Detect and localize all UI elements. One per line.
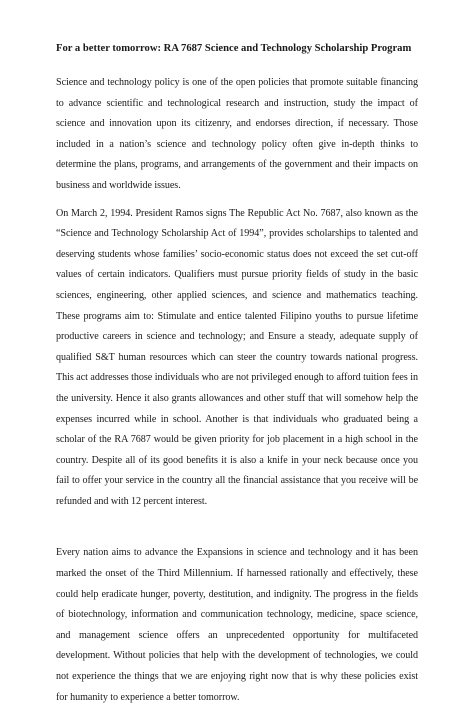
document-title: For a better tomorrow: RA 7687 Science and Technology Scholarship Program [56, 43, 412, 54]
paragraph-better-tomorrow: Every nation aims to advance the Expansions in science and technology and it has been marked the onset of the Third Millennium. If harnessed rationally and effectively, these could help eradicate hunger, poverty, destitution, and indignity. The progress in the fields of biotechnology, information and communication technology, medicine, space science, and management science offers an unprecedented opportunity for multifaceted development. Without policies that help with the development of technologies, we could not experience the things that we are enjoying right now that is why these policies exist for humanity to experience a better tomorrow. [56, 547, 418, 703]
paragraph-ra-7687: On March 2, 1994. President Ramos signs The Republic Act No. 7687, also known as the “Science and Technology Scholarship Act of 1994”, provides scholarships to talented and deserving students whose families’ socio-economic status does not exceed the set cut-off values of certain indicators. Qualifiers must pursue priority fields of study in the basic sciences, engineering, other applied sciences, and science and mathematics teaching. These programs aim to: Stimulate and entice talented Filipino youths to pursue lifetime productive careers in science and technology; and Ensure a steady, adequate supply of qualified S&T human resources which can steer the country towards national progress. This act addresses those individuals who are not privileged enough to afford tuition fees in the university. Hence it also grants allowances and other stuff that will somehow help the expenses incurred while in school. Another is that individuals who graduated being a scholar of the RA 7687 would be given priority for job placement in a high school in the country. Despite all of its good benefits it is also a knife in your neck because once you fail to offer your service in the country all the financial assistance that you receive will be refunded and with 12 percent interest. [56, 207, 418, 507]
paragraph-science-policy: Science and technology policy is one of the open policies that promote suitable financing to advance scientific and technological research and instruction, study the impact of science and innovation upon its citizenry, and endorses direction, if necessary. Those included in a nation’s science and technology policy often give in-depth thinks to determine the plans, programs, and arrangements of the government and their impacts on business and worldwide issues. [56, 77, 418, 191]
